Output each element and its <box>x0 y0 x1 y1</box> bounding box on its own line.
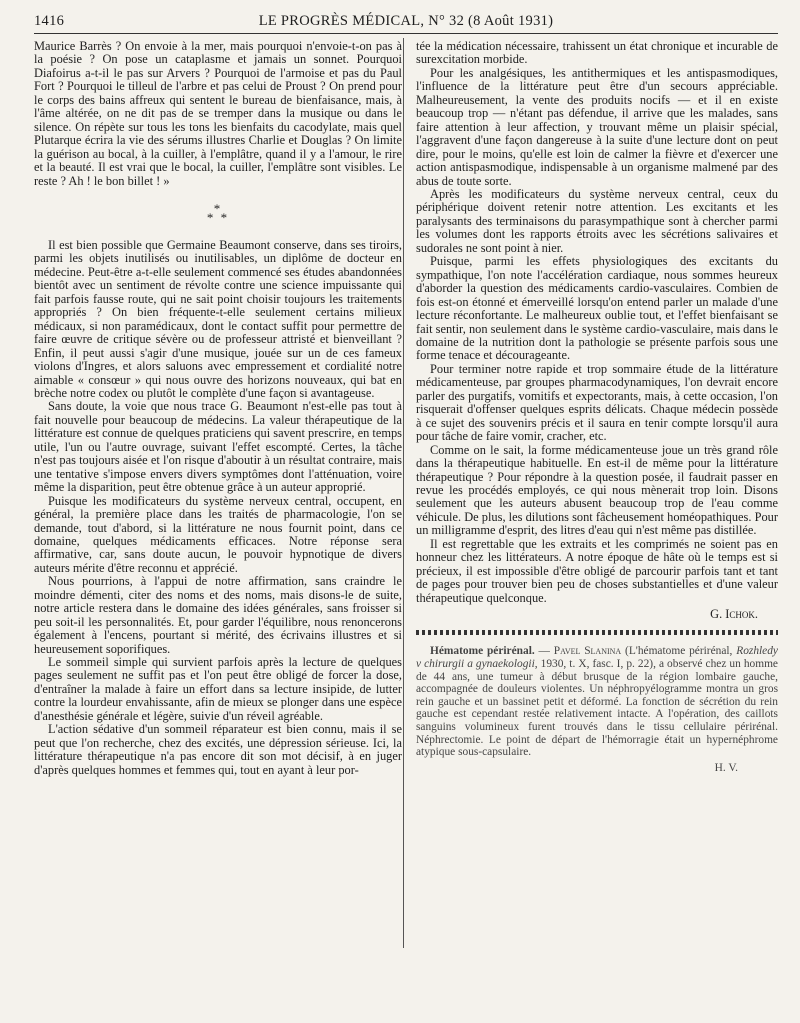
paragraph: Après les modificateurs du système nerveux central, ceux du périphérique doivent retenir notre attention. Les excitants et les paralysants des terminaisons du parasympathique sont à chercher parmi les volumes dont les rapports étroits avec les sécrétions salivaires et sudorales ne sont point à nier. <box>416 186 778 255</box>
paragraph: Le sommeil simple qui survient parfois après la lecture de quelques pages seulement ne suffit pas et l'on peut être obligé de forcer la dose, d'entraîner la malade à faire un effort dans sa lecture insipide, de lutter contre la lourdeur envahissante, afin de mieux se plonger dans une espèce d'anesthésie générale et légère, suivie d'un réveil agréable. <box>34 655 402 723</box>
left-column <box>34 40 402 777</box>
abstract-initials: H. V. <box>714 761 738 774</box>
header-rule <box>34 33 778 34</box>
paragraph: Puisque les modificateurs du système nerveux central, occupent, en général, la première place dans les traités de pharmacologie, l'on se demande, tout d'abord, si la littérature ne nous fournit point, dans ce domaine, quelques médicaments efficaces. Notre réponse sera affirmative, car, sans doute aucun, le pouvoir hypnotique de divers auteurs mérite d'être reconnu et apprécié. <box>34 493 402 575</box>
abstract-text <box>416 645 778 758</box>
paragraph: Pour terminer notre rapide et trop sommaire étude de la littérature médicamenteuse, par groupes pharmacodynamiques, l'on devrait encore parler des purgatifs, vomitifs et expectorants, mais, à cette occasion, l'on risquerait d'offenser quelques esprits délicats. Chaque médecin possède à ce sujet des souvenirs précis et il saura en tenir compte lorsqu'il aura pour tâche de faire vomir, cracher, etc. <box>416 361 778 444</box>
abstract-dash: — <box>534 645 554 658</box>
abstract-citation: , 1930, t. X, fasc. I, p. 22), a observé chez un homme de 44 ans, une tumeur à début brusque de la région lombaire gauche, accompagnée de douleurs violentes. Un néphropyélogramme montra un gros rein gauche et un bassinet petit et déformé. La fonction de sécrétion du rein gauche est cependant restée relativement intacte. A l'opération, des caillots sanguins volumineux furent trouvés dans le tissu cellulaire périrénal. Néphrectomie. Le point de départ de l'hémorragie était un hypernéphrome atypique sous-capsulaire. <box>416 658 778 759</box>
paragraph: Comme on le sait, la forme médicamenteuse joue un très grand rôle dans la thérapeutique habituelle. En est-il de même pour la littérature thérapeutique ? Pour répondre à la question posée, il faudrait passer en revue les procédés employés, ce qui nous mènerait trop loin. Disons seulement que les auteurs abusent beaucoup trop de l'eau comme véhicule. De plus, les dilutions sont fâcheusement homéopathiques. Pour un milligramme d'esprit, des litres d'eau qui n'est même pas distillée. <box>416 442 778 538</box>
abstract-title: Hématome périrénal. <box>430 645 535 658</box>
paragraph: Il est regrettable que les extraits et les comprimés ne soient pas en honneur chez les littérateurs. A notre époque de hâte où le temps est si précieux, il est impossible d'être obligé de parcourir parfois tant et tant de pages pour trouver bien peu de choses substantielles et d'une valeur thérapeutique quelconque. <box>416 536 778 605</box>
paragraph: Maurice Barrès ? On envoie à la mer, mais pourquoi n'envoie-t-on pas à la poésie ? On pose un cataplasme et jamais un sonnet. Pourquoi Diafoirus a-t-il le pas sur Arvers ? Pourquoi de l'armoise et pas du Paul Fort ? Pourquoi le tilleul de l'arbre et pas celui de Proust ? On prend pour le corps des bains affreux qui sentent le bureau de bienfaisance, mais, à l'âme altérée, on ne dit pas de se tremper dans la musique ou dans le silence. On répète sur tous les tons les bienfaits du cacodylate, mais quel Plutarque écrira la vie des sérums illustres Charlie et Douglas ? On limite la guérison au bocal, à la cuiller, à l'emplâtre, quand il y a l'amour, le rire et la beauté. Il est vrai que le bocal, la cuiller, l'emplâtre sont visibles. Le reste ? Ah ! le bon billet ! » <box>34 39 402 188</box>
abstract-french-title: (L'hématome périrénal, <box>621 645 737 658</box>
running-header <box>34 13 778 33</box>
abstract-journal: Rozhledy v chirurgii a gynaekologii <box>416 645 778 671</box>
dotted-rule <box>416 630 778 635</box>
paragraph: Pour les analgésiques, les antithermiques et les antispasmodiques, l'influence de la littérature peut être d'un secours appréciable. Malheureusement, la vente des produits nocifs — et il en existe beaucoup trop — n'étant pas défendue, il arrive que les malades, sans faire attention à leur affection, y trouvant même un plaisir spécial, l'aggravent d'une façon dangereuse à la suite d'une lecture dont on peut dire, pour le moins, qu'elle est loin de calmer la fièvre et d'exercer une action antispasmodique, indispensable à un organisme malmené par des abus de toute sorte. <box>416 65 778 188</box>
section-separator: * * * <box>206 200 230 225</box>
column-divider <box>403 38 404 948</box>
paragraph: Il est bien possible que Germaine Beaumont conserve, dans ses tiroirs, parmi les objets inutilisés ou inutilisables, un diplôme de docteur en médecine. Peut-être a-t-elle seulement commencé ses études abandonnées bientôt avec un sentiment de révolte contre une science impuissante qui fait parfois fausse route, qui ne sait point choisir toujours les traitements appropriés ? On bien fréquente-t-elle seulement certains milieux médicaux, si non paramédicaux, dont le contact suffit pour permettre de faire œuvre de critique sévère ou de professeur attristé et bienveillant ? Enfin, il peut aussi s'agir d'une musique, jouée sur un de ces fameux violons d'Ingres, et alors saluons avec empressement et cordialité notre aimable « consœur » qui nous ouvre des horizons nouveaux, qui bat en brèche notre codex ou plutôt le complète d'une façon si avantageuse. <box>34 237 402 400</box>
page-number: 1416 <box>34 13 65 29</box>
paragraph: Sans doute, la voie que nous trace G. Beaumont n'est-elle pas tout à fait nouvelle pour beaucoup de médecins. La valeur thérapeutique de la littérature est connue de quelques praticiens qui savent prescrire, en temps utile, l'un ou l'autre ouvrage, suivant l'effet escompté. Certes, la tâche n'est pas toujours aisée et l'on risque d'aboutir à un résultat contraire, mais une tentative s'impose envers divers symptômes dont l'atténuation, voire même la disparition, peut être obtenue grâce à un auteur approprié. <box>34 399 402 495</box>
paragraph: Nous pourrions, à l'appui de notre affirmation, sans craindre le moindre démenti, citer des noms et des noms, mais disons-le de suite, notre article restera dans le domaine des idées générales, sans froisser si peu soit-il les personnalités. Et, pour garder l'équilibre, nous renoncerons également à l'encens, pourtant si mérité, des écrivains illustres et si heureusement soporifiques. <box>34 574 402 656</box>
paragraph: Puisque, parmi les effets physiologiques des excitants du sympathique, l'on note l'accélération cardiaque, nous sommes heureux d'aborder la question des médicaments cardio-vasculaires. Combien de fois est-on étonné et émerveillé lorsqu'on entend parler un malade d'une lecture réconfortante. Le malheureux oublie tout, et l'effet bienfaisant se fait sentir, non seulement dans le système cardio-vasculaire, mais dans le domaine de la nutrition dont la pathologie se présente parfois sous une forme tenace et décourageante. <box>416 254 778 363</box>
article-signature: G. Ichok. <box>710 607 758 622</box>
abstract-author: Pavel Slanina <box>553 645 622 658</box>
right-column <box>416 40 778 774</box>
paragraph: tée la médication nécessaire, trahissent un état chronique et incurable de surexcitation morbide. <box>416 39 778 67</box>
running-title: LE PROGRÈS MÉDICAL, N° 32 (8 Août 1931) <box>258 13 554 29</box>
paragraph: L'action sédative d'un sommeil réparateur est bien connu, mais il se peut que l'on recherche, chez des excités, une dépression sérieuse. Ici, la littérature thérapeutique n'a pas encore dit son mot décisif, à en juger d'après quelques hommes et femmes qui, tout en ayant à leur por- <box>34 722 402 777</box>
abstract-entry <box>416 645 778 774</box>
